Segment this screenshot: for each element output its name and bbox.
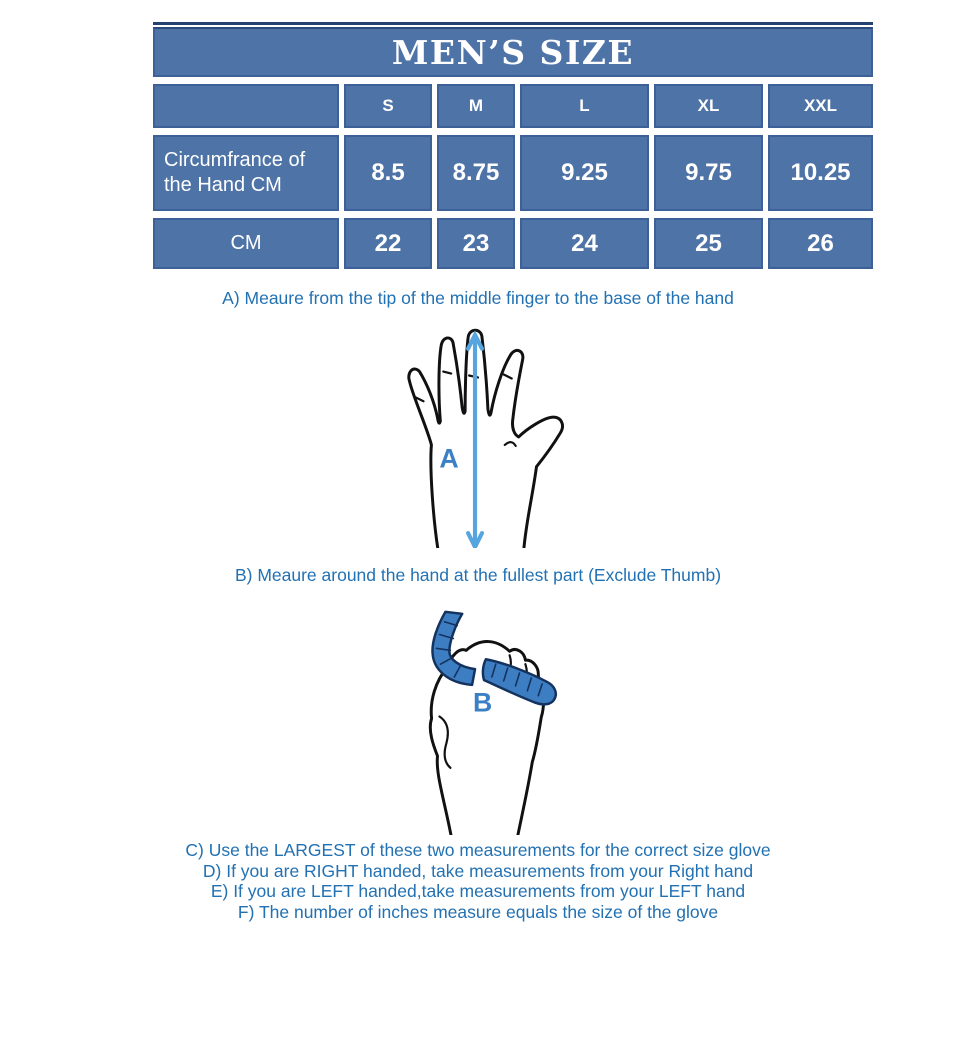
column-header-xl: XL — [654, 84, 763, 128]
instruction-c: C) Use the LARGEST of these two measurements for the correct size glove — [185, 840, 771, 860]
diagram-label-b: B — [473, 687, 493, 718]
circumference-xl: 9.75 — [654, 135, 763, 211]
instruction-f: F) The number of inches measure equals the size of the glove — [237, 901, 719, 922]
circumference-m: 8.75 — [437, 135, 515, 211]
row-label-cm: CM — [153, 218, 339, 269]
row-label-circumference: Circumfrance of the Hand CM — [153, 135, 339, 211]
circumference-s: 8.5 — [344, 135, 432, 211]
table-title: MEN’S SIZE — [153, 27, 873, 77]
hand-length-diagram — [385, 318, 571, 548]
instructions-c-f — [0, 840, 956, 922]
column-header-l: L — [520, 84, 649, 128]
circumference-xxl: 10.25 — [768, 135, 873, 211]
instruction-b: B) Meaure around the hand at the fullest part (Exclude Thumb) — [234, 565, 722, 585]
column-header-xxl: XXL — [768, 84, 873, 128]
open-hand-outline — [409, 330, 563, 548]
cm-m: 23 — [437, 218, 515, 269]
column-header-m: M — [437, 84, 515, 128]
corner-cell — [153, 84, 339, 128]
table-top-border — [153, 22, 873, 25]
fist-tape-diagram — [389, 598, 567, 835]
cm-xxl: 26 — [768, 218, 873, 269]
instruction-d: D) If you are RIGHT handed, take measurements from your Right hand — [202, 860, 754, 881]
instruction-e: E) If you are LEFT handed,take measurements from your LEFT hand — [210, 881, 746, 901]
column-header-s: S — [344, 84, 432, 128]
glove-size-chart-page — [0, 22, 956, 1046]
cm-s: 22 — [344, 218, 432, 269]
diagram-label-a: A — [439, 443, 459, 474]
instruction-a: A) Meaure from the tip of the middle finger to the base of the hand — [222, 288, 734, 308]
mens-size-table — [153, 22, 873, 269]
circumference-l: 9.25 — [520, 135, 649, 211]
cm-xl: 25 — [654, 218, 763, 269]
cm-l: 24 — [520, 218, 649, 269]
